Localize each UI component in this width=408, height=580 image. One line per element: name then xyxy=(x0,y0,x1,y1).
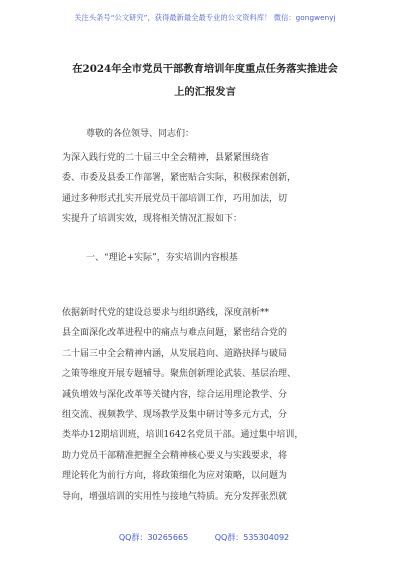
paragraph-line: 委、市委及县委工作部署，紧密贴合实际，积极探索创新， xyxy=(62,173,297,184)
footer-qq-groups xyxy=(0,532,408,543)
paragraph-line: 县全面深化改革进程中的痛点与难点问题，紧密结合党的 xyxy=(62,328,288,339)
paragraph-line: 之策等维度开展专题辅导。聚焦创新理论武装、基层治理、 xyxy=(62,369,297,380)
paragraph-line: 为深入践行党的二十届三中全会精神，县紧紧围绕省 xyxy=(62,153,270,163)
paragraph-line: 实提升了培训实效，现将相关情况汇报如下： xyxy=(62,214,243,225)
greeting: 尊敬的各位领导、同志们： xyxy=(86,129,195,139)
qq-group-2: QQ群：535304092 xyxy=(214,533,290,542)
paragraph-line: 导向，增强培训的实用性与接地气特质。充分发挥张烈就 xyxy=(62,491,288,502)
title-line-2: 上的汇报发言 xyxy=(174,86,236,98)
paragraph-line: 助力党员干部精准把握全会精神核心要义与实践要求，将 xyxy=(62,450,288,461)
paragraph-line: 通过多种形式扎实开展党员干部培训工作，巧用加法，切 xyxy=(62,193,288,204)
paragraph-1 xyxy=(62,148,296,230)
paragraph-line: 类举办12期培训班，培训1642名党员干部。通过集中培训， xyxy=(62,430,304,441)
qq-group-1: QQ群：30265665 xyxy=(118,533,189,542)
paragraph-line: 依据新时代党的建设总要求与组织路线，深度剖析** xyxy=(62,308,270,318)
section-heading-1: 一、“理论+实际”，夯实培训内容根基 xyxy=(86,253,238,263)
paragraph-line: 理论转化为前行方向，将政策细化为应对策略，以问题为 xyxy=(62,471,288,482)
title-line-1: 在2024年全市党员干部教育培训年度重点任务落实推进会 xyxy=(72,63,338,75)
paragraph-line: 二十届三中全会精神内涵，从发展趋向、道路抉择与破局 xyxy=(62,348,288,359)
header-banner: 关注头条号“公文研究”，获得最新最全最专业的公文资料库！ 微信：gongwenyj xyxy=(74,13,336,22)
document-title xyxy=(55,58,355,104)
paragraph-line: 组交流、视频教学、现场教学及集中研讨等多元方式，分 xyxy=(62,410,288,421)
paragraph-2 xyxy=(62,303,303,507)
paragraph-line: 减负增效与深化改革等关键内容，综合运用理论教学、分 xyxy=(62,389,288,400)
